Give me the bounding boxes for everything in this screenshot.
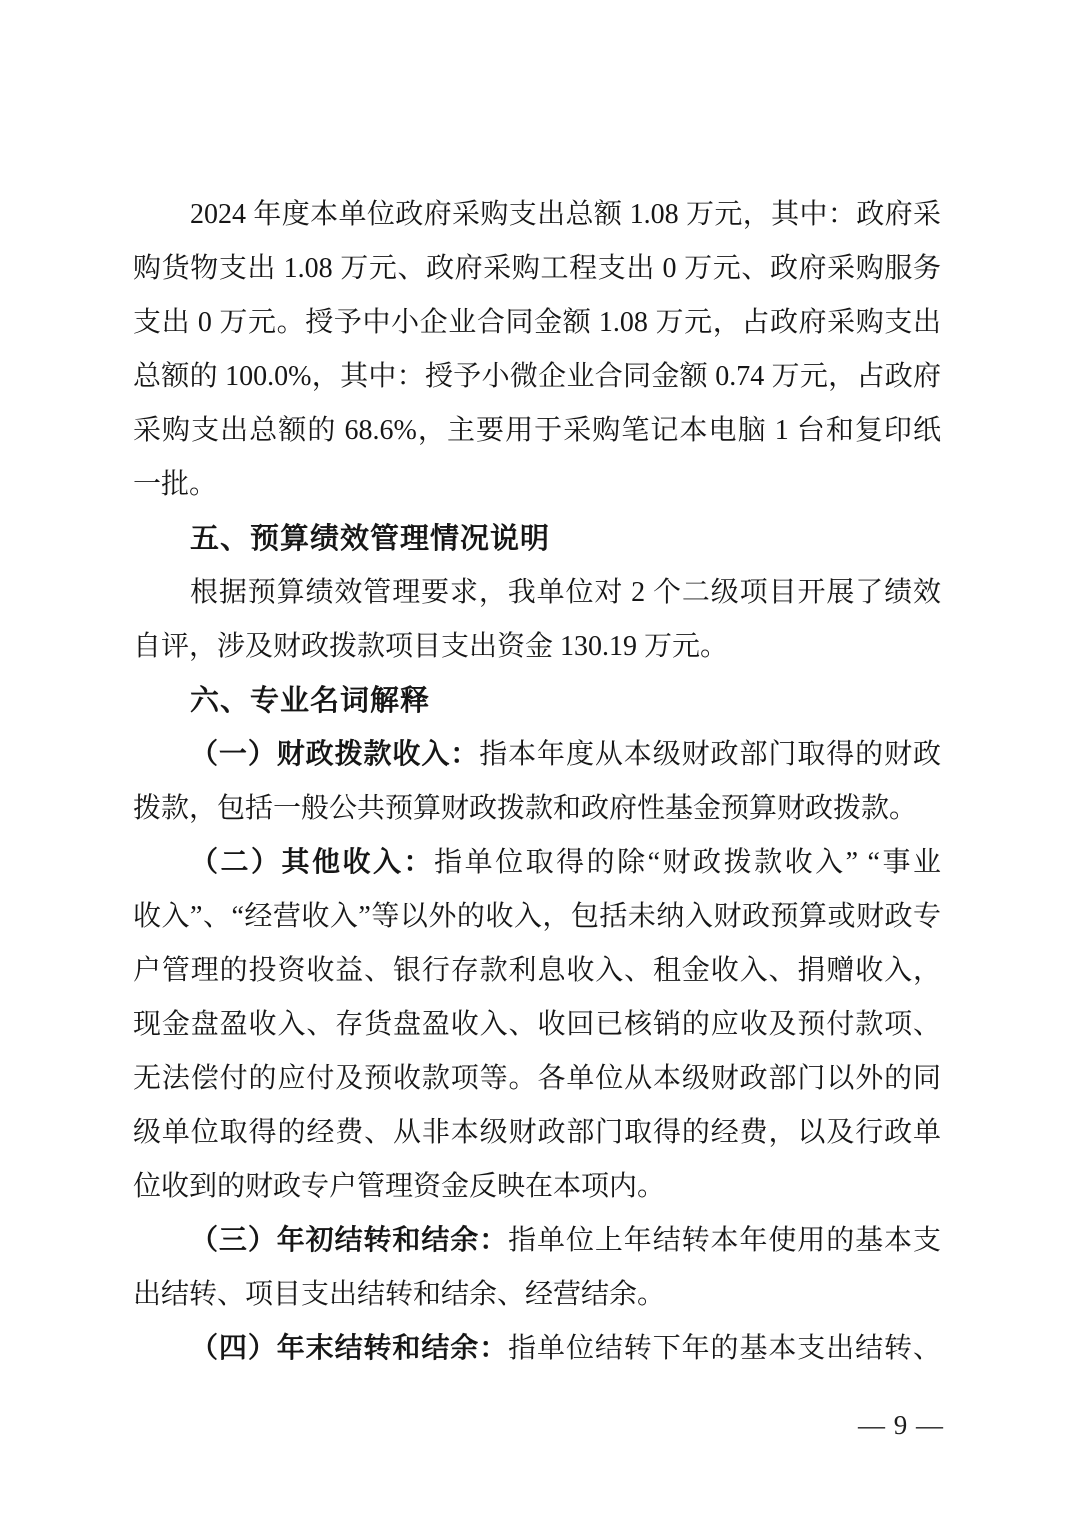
body-line <box>133 782 941 836</box>
line-text: 2024 年度本单位政府采购支出总额 1.08 万元，其中：政府采 <box>190 199 941 230</box>
heading-text: 五、预算绩效管理情况说明 <box>190 523 551 555</box>
body-line <box>133 1052 941 1106</box>
term-label: （一）财政拨款收入： <box>190 739 480 770</box>
section-heading-5 <box>133 512 941 566</box>
line-text: 采购支出总额的 68.6%，主要用于采购笔记本电脑 1 台和复印纸 <box>133 415 941 446</box>
body-line <box>133 1322 941 1376</box>
section-heading-6 <box>133 674 941 728</box>
line-text: 根据预算绩效管理要求，我单位对 2 个二级项目开展了绩效 <box>190 577 941 608</box>
body-line <box>133 242 941 296</box>
document-body <box>133 188 941 1376</box>
body-line <box>133 728 941 782</box>
body-line <box>133 620 941 674</box>
body-line <box>133 1214 941 1268</box>
line-text: 指单位上年结转本年使用的基本支 <box>508 1225 941 1256</box>
body-line <box>133 350 941 404</box>
heading-text: 六、专业名词解释 <box>190 685 431 717</box>
line-text: 指单位结转下年的基本支出结转、 <box>508 1333 941 1364</box>
body-line <box>133 836 941 890</box>
line-text: 拨款，包括一般公共预算财政拨款和政府性基金预算财政拨款。 <box>133 793 918 824</box>
body-line <box>133 458 941 512</box>
line-text: 总额的 100.0%，其中：授予小微企业合同金额 0.74 万元，占政府 <box>133 361 941 392</box>
line-text: 无法偿付的应付及预收款项等。各单位从本级财政部门以外的同 <box>133 1063 941 1094</box>
page-number: — 9 — <box>858 1410 944 1440</box>
body-line <box>133 1106 941 1160</box>
line-text: 支出 0 万元。授予中小企业合同金额 1.08 万元，占政府采购支出 <box>133 307 941 338</box>
body-line <box>133 890 941 944</box>
line-text: 户管理的投资收益、银行存款利息收入、租金收入、捐赠收入， <box>133 955 941 986</box>
line-text: 位收到的财政专户管理资金反映在本项内。 <box>133 1171 666 1202</box>
term-label: （二）其他收入： <box>190 847 435 878</box>
body-line <box>133 566 941 620</box>
line-text: 指单位取得的除“财政拨款收入” “事业 <box>434 847 941 878</box>
term-label: （四）年末结转和结余： <box>190 1333 509 1364</box>
body-line <box>133 944 941 998</box>
line-text: 自评，涉及财政拨款项目支出资金 130.19 万元。 <box>133 631 729 662</box>
body-line <box>133 188 941 242</box>
line-text: 一批。 <box>133 469 218 500</box>
term-label: （三）年初结转和结余： <box>190 1225 509 1256</box>
line-text: 现金盘盈收入、存货盘盈收入、收回已核销的应收及预付款项、 <box>133 1009 941 1040</box>
line-text: 购货物支出 1.08 万元、政府采购工程支出 0 万元、政府采购服务 <box>133 253 941 284</box>
body-line <box>133 1268 941 1322</box>
body-line <box>133 296 941 350</box>
line-text: 收入”、“经营收入”等以外的收入，包括未纳入财政预算或财政专 <box>133 901 941 932</box>
line-text: 出结转、项目支出结转和结余、经营结余。 <box>133 1279 666 1310</box>
body-line <box>133 404 941 458</box>
body-line <box>133 1160 941 1214</box>
line-text: 指本年度从本级财政部门取得的财政 <box>479 739 941 770</box>
body-line <box>133 998 941 1052</box>
line-text: 级单位取得的经费、从非本级财政部门取得的经费，以及行政单 <box>133 1117 941 1148</box>
